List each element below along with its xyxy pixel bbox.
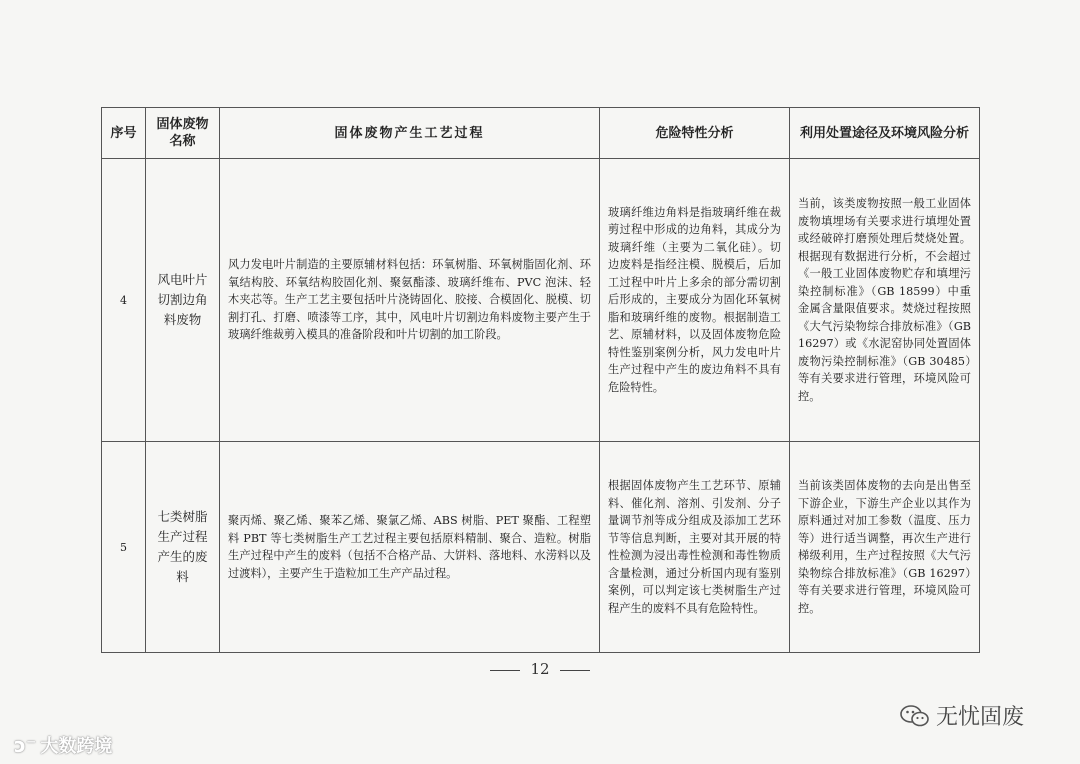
row-hazard: 玻璃纤维边角料是指玻璃纤维在裁剪过程中形成的边角料，其成分为玻璃纤维（主要为二氧化硅）。切边废料是指经注模、脱模后，后加工过程中叶片上多余的部分需切割后形成的，主要成分为固化环氧树脂和玻璃纤维的废物。根据制造工艺、原辅材料，以及固体废物危险特性鉴别案例分析，风力发电叶片生产过程中产生的废边角料不具有危险特性。 bbox=[600, 159, 790, 442]
header-no: 序号 bbox=[102, 108, 146, 159]
row-name-line: 生产过程 bbox=[157, 529, 208, 544]
row-name bbox=[146, 442, 220, 653]
row-name-line: 料 bbox=[176, 569, 189, 584]
header-row bbox=[102, 108, 980, 159]
row-disposal: 当前，该类废物按照一般工业固体废物填埋场有关要求进行填埋处置或经破碎打磨预处理后焚烧处置。根据现有数据进行分析，不会超过《一般工业固体废物贮存和填埋污染控制标准》（GB 18599）中重金属含量限值要求。焚烧过程按照《大气污染物综合排放标准》（GB 16297）或《水泥窑协同处置固体废物污染控制标准》（GB 30485）等有关要求进行管理，环境风险可控。 bbox=[790, 159, 980, 442]
watermark-right-text: 无忧固废 bbox=[936, 705, 1025, 730]
dash-left bbox=[490, 670, 520, 671]
page-number-text: 12 bbox=[530, 660, 550, 678]
waste-table bbox=[101, 107, 980, 653]
table-row bbox=[102, 442, 980, 653]
wechat-icon bbox=[900, 704, 930, 728]
row-process: 聚丙烯、聚乙烯、聚苯乙烯、聚氯乙烯、ABS 树脂、PET 聚酯、工程塑料 PBT 等七类树脂生产工艺过程主要包括原料精制、聚合、造粒。树脂生产过程中产生的废料（包括不合格产品、大饼料、落地料、水涝料以及过渡料），主要产生于造粒加工生产产品过程。 bbox=[220, 442, 600, 653]
header-name bbox=[146, 108, 220, 159]
page-number bbox=[0, 660, 1080, 678]
watermark-right bbox=[900, 700, 1024, 731]
row-name-line: 料废物 bbox=[163, 312, 202, 327]
watermark-left bbox=[14, 732, 112, 758]
row-name-line: 七类树脂 bbox=[157, 509, 208, 524]
header-hazard: 危险特性分析 bbox=[600, 108, 790, 159]
row-disposal: 当前该类固体废物的去向是出售至下游企业，下游生产企业以其作为原料通过对加工参数（温度、压力等）进行适当调整，再次生产进行梯级利用，生产过程按照《大气污染物综合排放标准》（GB 16297）等有关要求进行管理，环境风险可控。 bbox=[790, 442, 980, 653]
row-name-line: 产生的废 bbox=[157, 549, 208, 564]
header-name-line2: 名称 bbox=[169, 134, 196, 149]
row-no: 5 bbox=[102, 442, 146, 653]
brand-logo-icon: ↄ⁻ bbox=[14, 733, 37, 757]
table-row bbox=[102, 159, 980, 442]
row-process: 风力发电叶片制造的主要原辅材料包括：环氧树脂、环氧树脂固化剂、环氧结构胶、环氧结构胶固化剂、聚氨酯漆、玻璃纤维布、PVC 泡沫、轻木夹芯等。生产工艺主要包括叶片浇铸固化、胶接、合模固化、脱模、切割打孔、打磨、喷漆等工序，其中，风电叶片切割边角料废物主要产生于玻璃纤维裁剪入模具的准备阶段和叶片切割的加工阶段。 bbox=[220, 159, 600, 442]
row-hazard: 根据固体废物产生工艺环节、原辅料、催化剂、溶剂、引发剂、分子量调节剂等成分组成及添加工艺环节等信息判断，主要对其开展的特性检测为浸出毒性检测和毒性物质含量检测，通过分析国内现有鉴别案例，可以判定该七类树脂生产过程产生的废料不具有危险特性。 bbox=[600, 442, 790, 653]
header-disposal: 利用处置途径及环境风险分析 bbox=[790, 108, 980, 159]
row-no: 4 bbox=[102, 159, 146, 442]
dash-right bbox=[560, 670, 590, 671]
row-name-line: 风电叶片 bbox=[157, 272, 208, 287]
header-process: 固体废物产生工艺过程 bbox=[220, 108, 600, 159]
row-name bbox=[146, 159, 220, 442]
row-name-line: 切割边角 bbox=[157, 292, 208, 307]
watermark-left-text: 大数跨境 bbox=[40, 736, 113, 757]
header-name-line1: 固体废物 bbox=[156, 117, 209, 132]
